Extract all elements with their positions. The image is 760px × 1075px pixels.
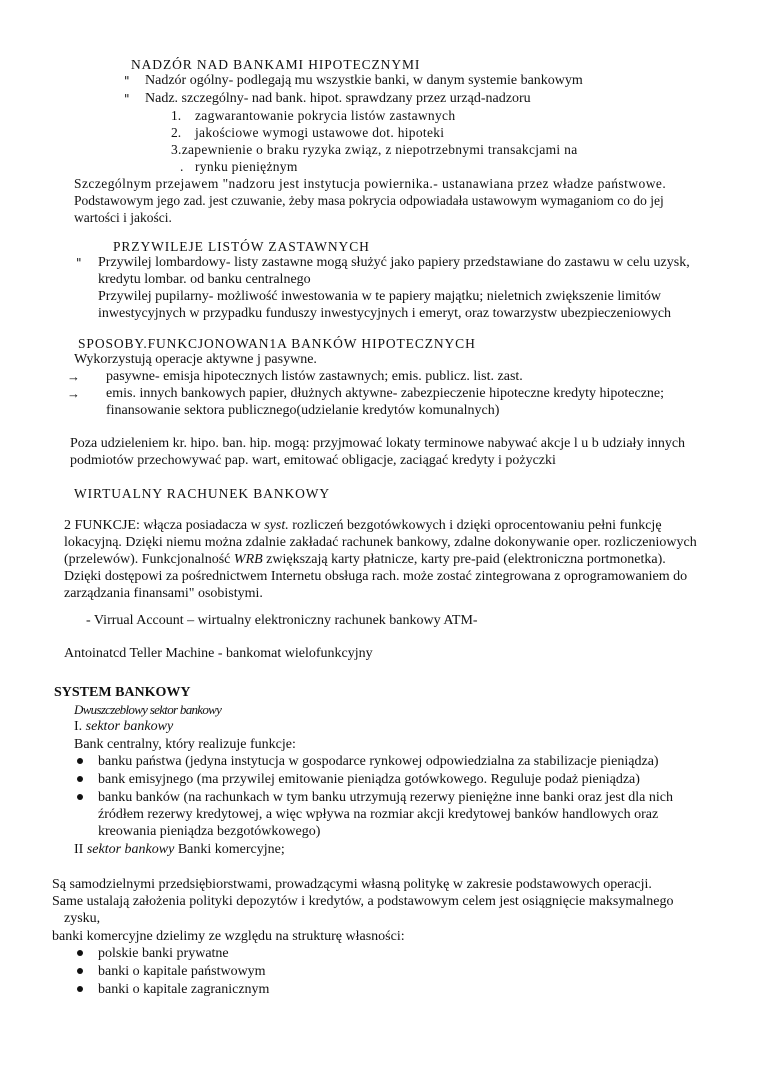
paragraph-line: podmiotów przechowywać pap. wart, emitować obligacje, zaciągać kredyty i pożyczki <box>70 453 556 468</box>
bullet-item: banki o kapitale państwowym <box>98 964 266 979</box>
bullet-dot-icon <box>77 794 83 800</box>
numbered-item: 3.zapewnienie o braku ryzyka związ, z niepotrzebnymi transakcjami na <box>171 142 578 157</box>
nadzor-szczegolny: Nadz. szczególny- nad bank. hipot. sprawdzany przez urząd-nadzoru <box>145 91 531 106</box>
paragraph-line: Dzięki dostępowi za pośrednictwem Internetu obsługa rach. może zostać zintegrowana z oprogramowaniem do <box>64 569 688 584</box>
sector-heading: II sektor bankowy Banki komercyjne; <box>74 842 285 857</box>
paragraph-line: 2 FUNKCJE: włącza posiadacza w syst. rozliczeń bezgotówkowych i dzięki oprocentowaniu pełni funkcję <box>64 518 662 533</box>
arrow-item: emis. innych bankowych papier, dłużnych aktywne- zabezpieczenie hipoteczne kredyty hipoteczne; <box>106 386 665 401</box>
list-number: 2. <box>171 125 182 140</box>
section-title-wirtualny: WIRTUALNY RACHUNEK BANKOWY <box>74 486 331 501</box>
bullet-dot-icon <box>77 758 83 764</box>
paragraph-line: Bank centralny, który realizuje funkcje: <box>74 737 296 752</box>
paragraph-line: zarządzania finansami" osobistymi. <box>64 586 263 601</box>
paragraph-line: Wykorzystują operacje aktywne j pasywne. <box>74 352 317 367</box>
paragraph-line: Podstawowym jego zad. jest czuwanie, żeby masa pokrycia odpowiadała ustawowym wymaganiom co do jej <box>74 193 664 208</box>
arrow-item-continued: finansowanie sektora publicznego(udzielanie kredytów komunalnych) <box>106 403 500 418</box>
virtual-account-line: - Virrual Account – wirtualny elektroniczny rachunek bankowy ATM- <box>86 613 478 628</box>
sector-heading: I. sektor bankowy <box>74 719 174 734</box>
bullet-item: banku państwa (jedyna instytucja w gospodarce rynkowej odpowiedzialna za stabilizacje pieniądza) <box>98 754 659 769</box>
paragraph-line: banki komercyjne dzielimy ze względu na strukturę własności: <box>52 929 405 944</box>
paragraph-line: Poza udzieleniem kr. hipo. ban. hip. mogą: przyjmować lokaty terminowe nabywać akcje l u b udziały innych <box>70 436 686 451</box>
paragraph-line: (przelewów). Funkcjonalność WRB zwiększają karty płatnicze, karty pre-paid (elektroniczna portmonetka). <box>64 552 666 567</box>
bullet-item: bank emisyjnego (ma przywilej emitowanie pieniądza gotówkowego. Reguluje podaż pieniądza) <box>98 772 640 787</box>
bullet-quote-mark: " <box>76 256 82 270</box>
paragraph-line: inwestycyjnych w przypadku funduszy inwestycyjnych i emeryt, oraz towarzystw ubezpieczeniowych <box>98 306 672 321</box>
right-arrow-icon: → <box>67 386 80 401</box>
bullet-dot-icon <box>77 986 83 992</box>
right-arrow-icon: → <box>67 369 80 384</box>
paragraph-line: lokacyjną. Dzięki niemu można zdalnie zakładać rachunek bankowy, zdalne dokonywanie oper. rozliczeniowych <box>64 535 697 550</box>
paragraph-line: Przywilej pupilarny- możliwość inwestowania w te papiery majątku; nieletnich zwiększenie limitów <box>98 289 661 304</box>
paragraph-line: wartości i jakości. <box>74 210 172 225</box>
section-title-system-bankowy: SYSTEM BANKOWY <box>54 685 191 700</box>
numbered-item: jakościowe wymogi ustawowe dot. hipoteki <box>195 125 445 140</box>
bullet-dot-icon <box>77 776 83 782</box>
paragraph-line: zysku, <box>64 911 101 926</box>
bullet-dot-icon <box>77 968 83 974</box>
list-dot: . <box>180 159 184 174</box>
bullet-item: banku banków (na rachunkach w tym banku utrzymują rezerwy pieniężne inne banki oraz jest dla nich <box>98 790 673 805</box>
subtitle: Dwuszczeblowy sektor bankowy <box>74 702 222 717</box>
paragraph-line: Są samodzielnymi przedsiębiorstwami, prowadzącymi własną politykę w zakresie podstawowych operacji. <box>52 877 652 892</box>
paragraph-line: Szczególnym przejawem "nadzoru jest instytucja powiernika.- ustanawiana przez władze państwowe. <box>74 176 667 191</box>
arrow-item: pasywne- emisja hipotecznych listów zastawnych; emis. publicz. list. zast. <box>106 369 523 384</box>
section-title-sposoby: SPOSOBY.FUNKCJONOWAN1A BANKÓW HIPOTECZNYCH <box>78 336 476 351</box>
paragraph-line: kredytu lombar. od banku centralnego <box>98 272 311 287</box>
nadzor-ogolny: Nadzór ogólny- podlegają mu wszystkie banki, w danym systemie bankowym <box>145 73 583 88</box>
bullet-quote-mark: " <box>124 74 130 88</box>
paragraph-line: Same ustalają założenia polityki depozytów i kredytów, a podstawowym celem jest osiągnięcie maksymalnego <box>52 894 674 909</box>
numbered-item: zagwarantowanie pokrycia listów zastawnych <box>195 108 456 123</box>
paragraph-line: Przywilej lombardowy- listy zastawne mogą służyć jako papiery przedstawiane do zastawu w celu uzysk, <box>98 255 690 270</box>
bullet-item-continued: kreowania pieniądza bezgotówkowego) <box>98 824 321 839</box>
bullet-dot-icon <box>77 950 83 956</box>
list-number: 1. <box>171 108 182 123</box>
numbered-item-continued: rynku pieniężnym <box>195 159 298 174</box>
section-title-nadzor: NADZÓR NAD BANKAMI HIPOTECZNYMI <box>131 57 421 72</box>
section-title-przywileje: PRZYWILEJE LISTÓW ZASTAWNYCH <box>113 239 370 254</box>
atm-line: Antoinatcd Teller Machine - bankomat wielofunkcyjny <box>64 646 373 661</box>
bullet-quote-mark: " <box>124 92 130 106</box>
bullet-item: polskie banki prywatne <box>98 946 229 961</box>
bullet-item-continued: źródłem rezerwy kredytowej, a więc wpływa na rozmiar akcji kredytowej banków handlowych oraz <box>98 807 659 822</box>
bullet-item: banki o kapitale zagranicznym <box>98 982 270 997</box>
